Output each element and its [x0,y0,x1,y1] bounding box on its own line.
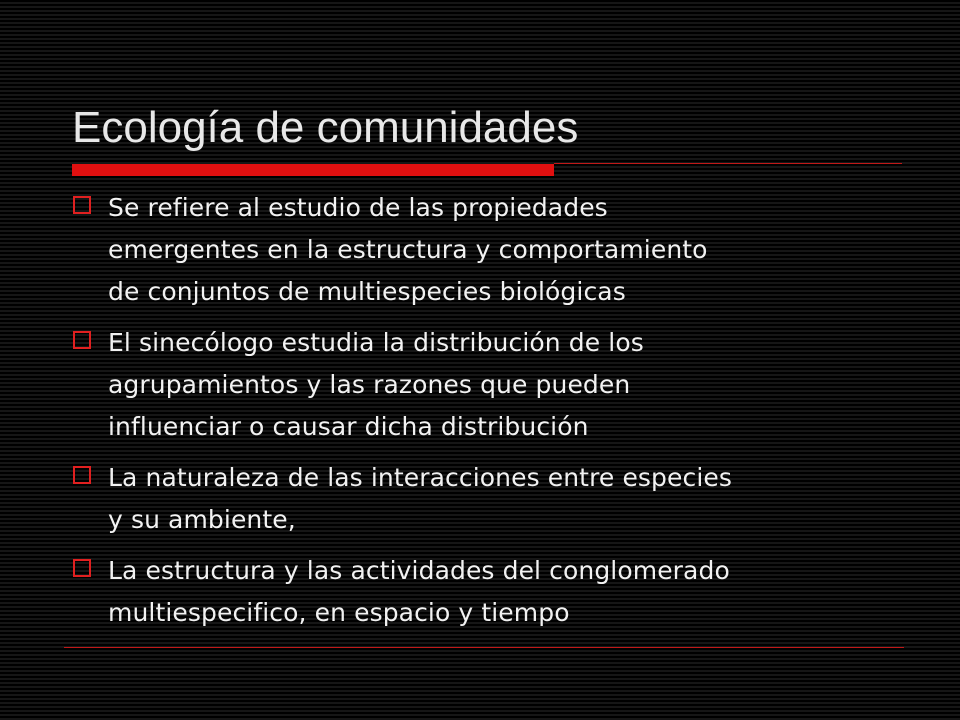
square-bullet-icon [73,559,91,577]
bullet-text-line: La naturaleza de las interacciones entre especies [108,463,732,492]
square-bullet-icon [73,331,91,349]
square-bullet-icon [73,196,91,214]
bullet-text-line: de conjuntos de multiespecies biológicas [108,277,626,306]
bullet-text-line: Se refiere al estudio de las propiedades [108,193,608,222]
footer-divider-line [64,647,904,648]
bullet-text-line: influenciar o causar dicha distribución [108,412,589,441]
bullet-item [66,322,926,448]
bullet-item [66,550,926,634]
bullet-text-line: El sinecólogo estudia la distribución de los [108,328,644,357]
title-accent-bar [72,164,554,176]
bullet-text-line: multiespecifico, en espacio y tiempo [108,598,570,627]
bullet-item [66,187,926,313]
title-divider-line [554,163,902,164]
slide-title: Ecología de comunidades [72,103,579,152]
bullet-text-line: y su ambiente, [108,505,296,534]
bullet-list [66,187,926,643]
square-bullet-icon [73,466,91,484]
bullet-item [66,457,926,541]
bullet-text-line: agrupamientos y las razones que pueden [108,370,631,399]
bullet-text-line: emergentes en la estructura y comportamiento [108,235,708,264]
bullet-text-line: La estructura y las actividades del conglomerado [108,556,730,585]
